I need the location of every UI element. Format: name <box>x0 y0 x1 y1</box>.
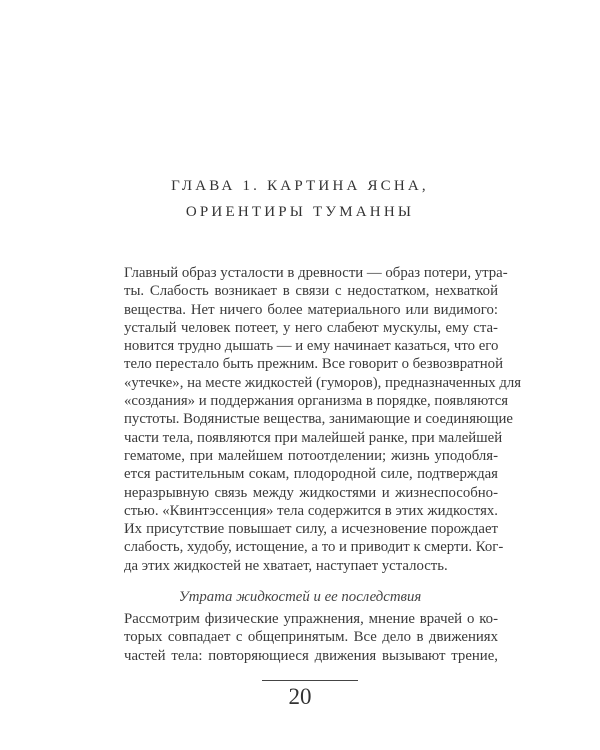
text-line: слабость, худобу, истощение, а то и приводит к смерти. Ког- <box>124 539 504 556</box>
text-line: ется растительным сокам, плодородной силе, подтверждая <box>124 466 498 483</box>
text-line: гематоме, при малейшем потоотделении; жизнь уподобля- <box>124 447 498 464</box>
text-line: усталый человек потеет, у него слабеют мускулы, ему ста- <box>124 319 498 336</box>
text-line: тело перестало быть прежним. Все говорит о безвозвратной <box>124 356 503 373</box>
text-line: Главный образ усталости в древности — образ потери, утра- <box>124 265 508 281</box>
page-number: 20 <box>288 684 312 709</box>
text-line: «утечке», на месте жидкостей (гуморов), предназначенных для <box>124 374 522 391</box>
chapter-title-line-1: ГЛАВА 1. КАРТИНА ЯСНА, <box>171 178 429 194</box>
text-line: торых совпадает с общепринятым. Все дело в движениях <box>124 629 498 646</box>
paragraph-1 <box>124 264 522 575</box>
text-line: частей тела: повторяющиеся движения вызывают трение, <box>124 647 498 664</box>
text-line: да этих жидкостей не хватает, наступает усталость. <box>124 557 448 574</box>
text-line: части тела, появляются при малейшей ранке, при малейшей <box>124 429 503 446</box>
text-line: неразрывную связь между жидкостями и жизнеспособно- <box>124 484 498 501</box>
text-line: новится трудно дышать — и ему начинает казаться, что его <box>124 338 499 355</box>
paragraph-2 <box>124 610 498 665</box>
text-line: Рассмотрим физические упражнения, мнение врачей о ко- <box>124 611 498 627</box>
text-line: стью. «Квинтэссенция» тела содержится в этих жидкостях. <box>124 502 498 519</box>
text-line: пустоты. Водянистые вещества, занимающие и соединяющие <box>124 411 513 428</box>
subheading: Утрата жидкостей и ее последствия <box>178 589 422 605</box>
page-number-rule <box>262 680 358 681</box>
text-line: вещества. Нет ничего более материального или видимого: <box>124 301 498 318</box>
text-line: «создания» и поддержания организма в порядке, появляются <box>124 393 509 410</box>
chapter-title-line-2: ОРИЕНТИРЫ ТУМАННЫ <box>185 204 415 220</box>
text-line: ты. Слабость возникает в связи с недостатком, нехваткой <box>124 283 498 300</box>
text-line: Их присутствие повышает силу, а исчезновение порождает <box>124 521 498 538</box>
